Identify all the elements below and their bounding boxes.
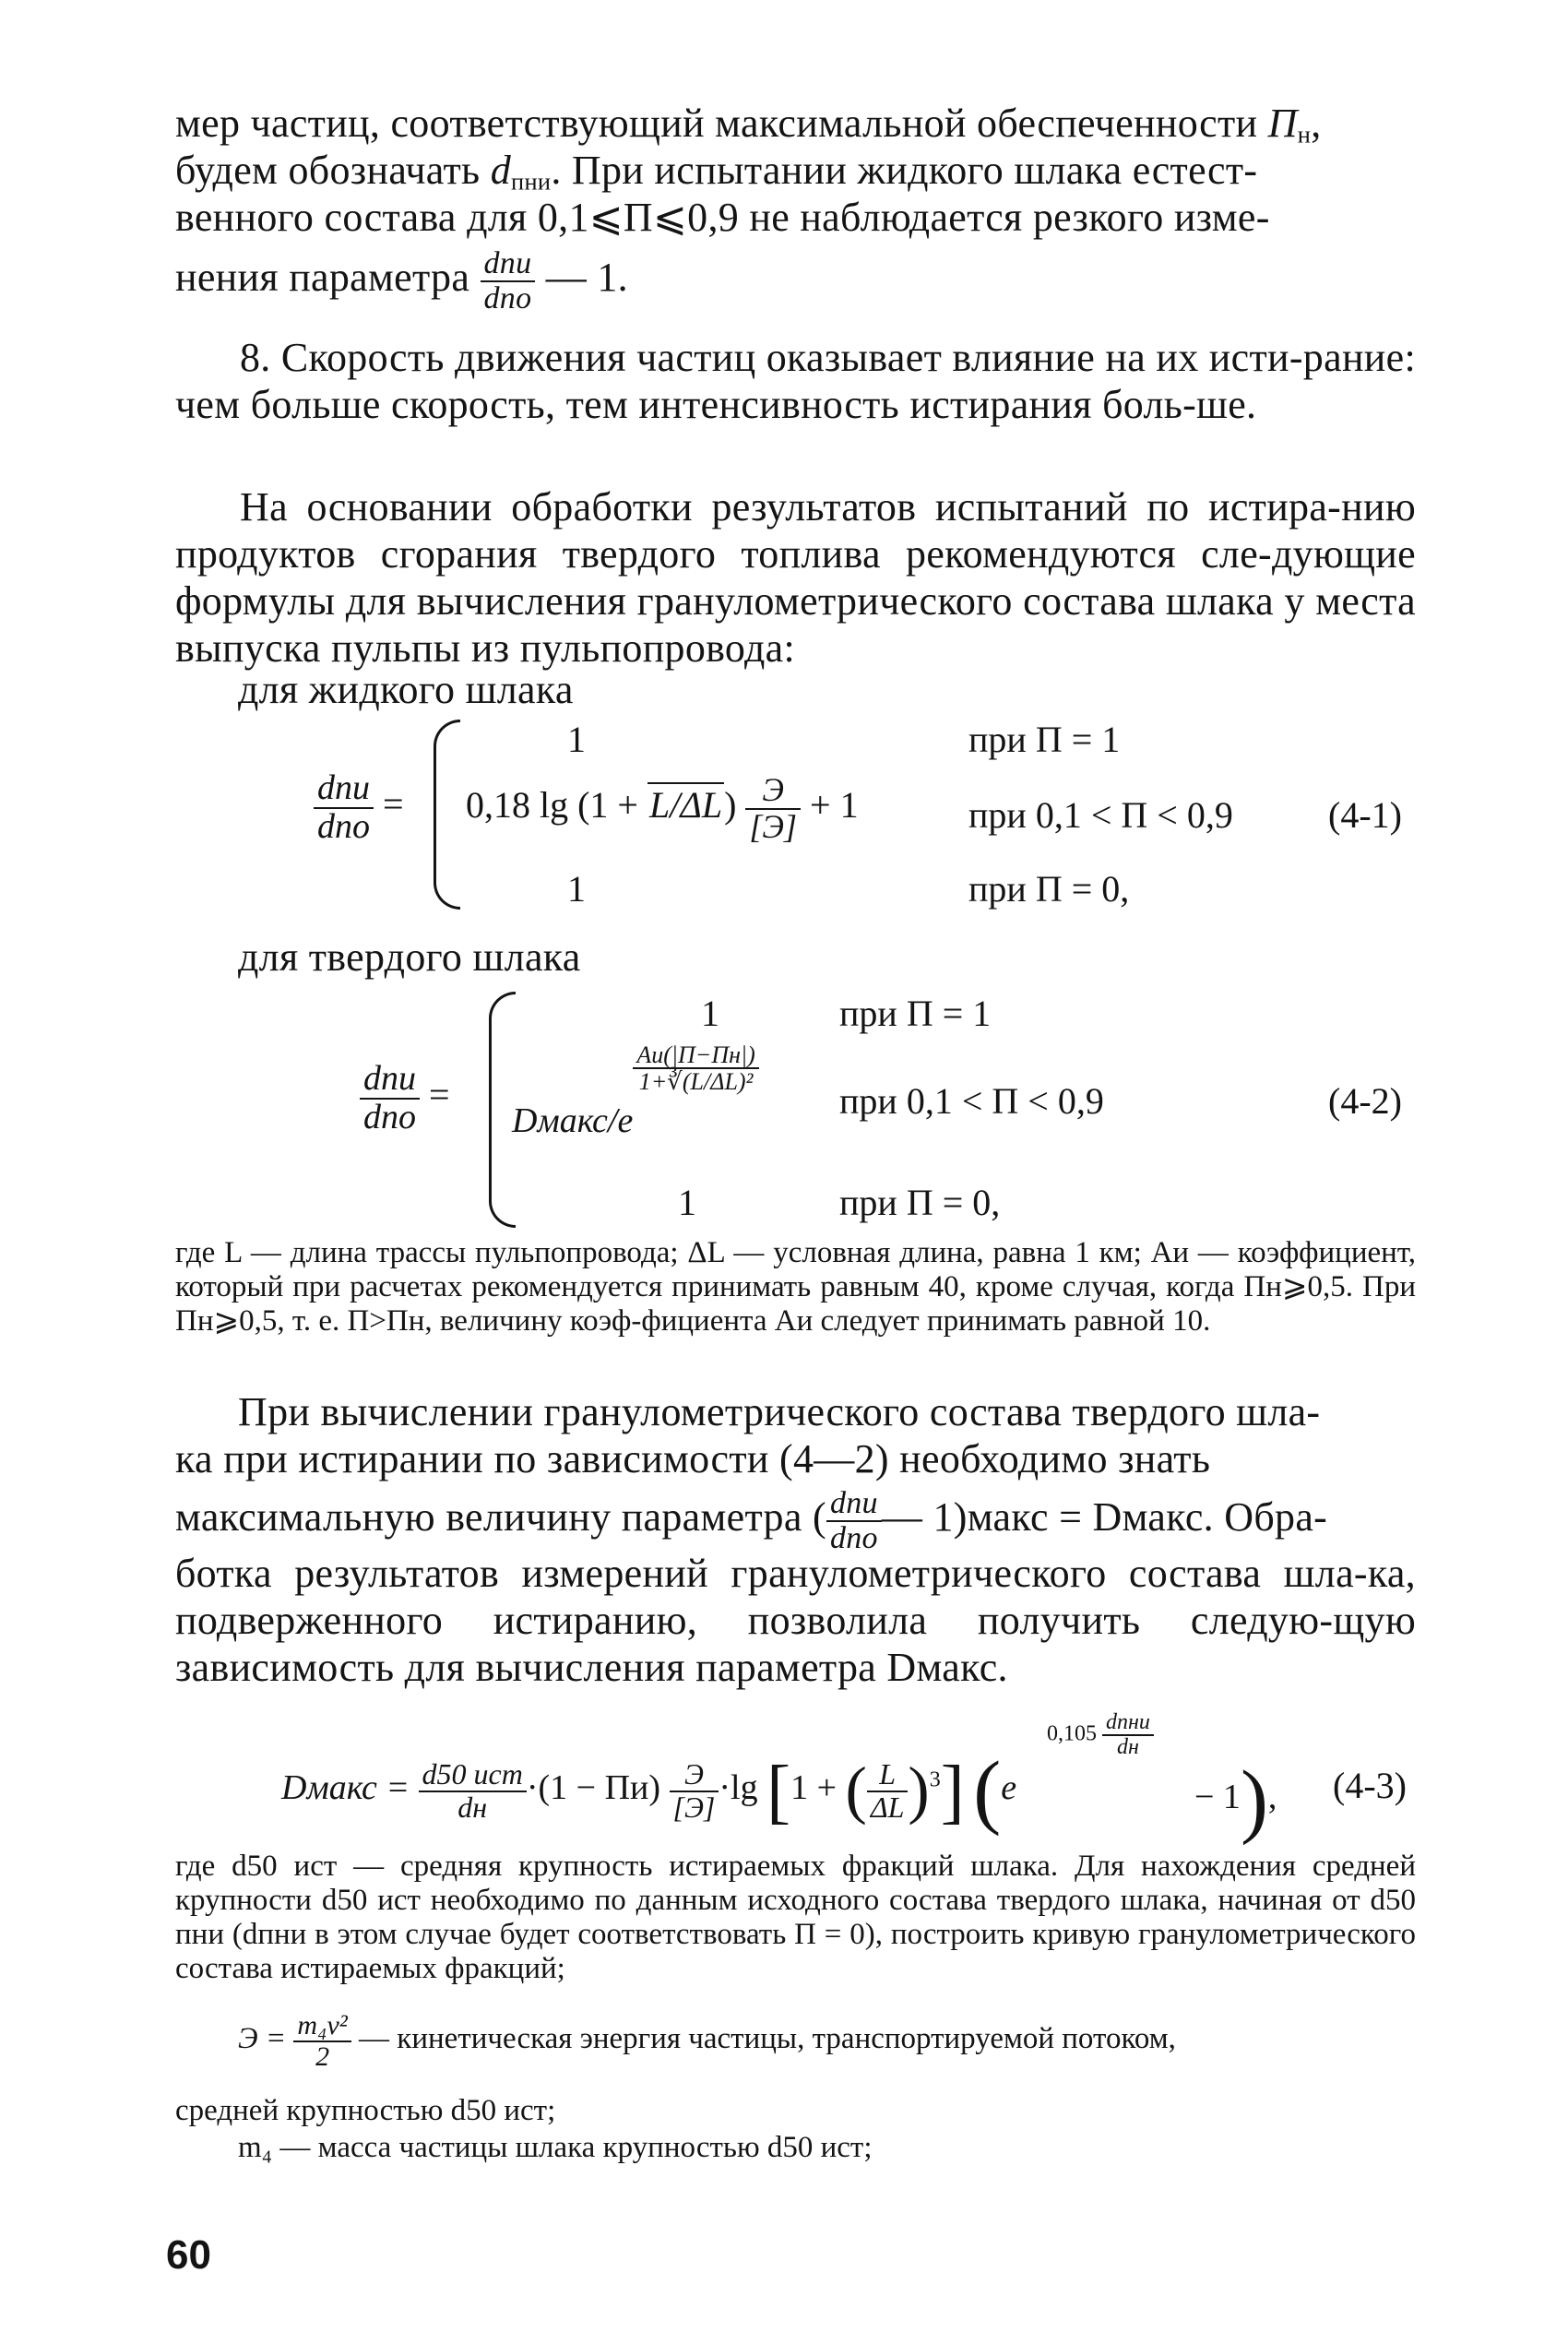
- p1-line3: венного состава для 0,1⩽П⩽0,9 не наблюдается резкого изме-: [175, 195, 1270, 240]
- book-page: мер частиц, соответствующий максимальной обеспеченности $П_н$, будем обозначать $d_{пни}$. При испытании жидкого шлака естест- венного состава для 0,1⩽П⩽0,9 не наблюдается резкого изме- нения параметра $\frac{\text{dпи}}{\text{dпо}}$ — 1. 8. Скорость движения частиц оказывает влияние на их исти-рание: чем больше скорость, тем интенсивность истирания боль-ше. На основании обработки результатов испытаний по истира-нию продуктов сгорания твердого топлива рекомендуются сле-дующие формулы для вычисления гранулометрического состава шлака у места выпуска пульпы из пульпопровода: для жидкого шлака $\frac{\text{dпи}}{\text{dпо}}$ = 1 при П = 1 0,18 lg (1 + L/ΔL) $\frac{Э}{[Э]}$ + 1 при 0,1 < П < 0,9 1 при П = 0, (4-1) для твердого шлака $\frac{\text{dпи}}{\text{dпо}}$ = 1 при П = 1 Dмакс/e $\frac{Aи(|П-Пн|)}{\text{1+∛(L/ΔL)²}}$ при 0,1 < П < 0,9 1 при П = 0, (4-2) где L — длина трассы пульпопровода; ΔL — условная длина, равна 1 км; Aи — коэффициент, который при расчетах рекомендуется принимать равным 40, кроме случая, когда Пн⩾0,5. При Пн⩾0,5, т. е. П>Пн, величину коэф-фициента Aи следует принимать равной 10. При вычислении гранулометрического состава твердого шла- ка при истирании по зависимости (4—2) необходимо знать максимальную величину параметра ( $\frac{\text{dпи}}{\text{dпо}}$ — 1)макс = Dмакс. Обра- ботка результатов измерений гранулометрического состава шла-ка, подверженного истиранию, позволила получить следую-щую зависимость для вычисления параметра Dмакс. Dмакс = $\frac{\text{d50 ист}}{dн}$ ·(1 − Пи) $\frac{Э}{[Э]}$ ·lg [1 + ( $\frac{L}{\Delta L}$ )$^3$] (e 0,105 $\frac{\text{dпни}}{dн}$ − 1), (4-3) где d50 ист — средняя крупность истираемых фракций шлака. Для нахождения средней крупности d50 ист необходимо по данным исходного состава твердого шлака, начиная от d50 пни (dпни в этом случае будет соответствовать П = 0), построить кривую гранулометрического состава истираемых фракций; Э = $\frac{\text{m₄v²}}{2}$ — кинетическая энергия частицы, транспортируемой потоком, средней крупностью d50 ист; m₄ — масса частицы шлака крупностью d50 ист; 60: [166, 101, 1416, 2278]
- liquid-slag-label: для жидкого шлака: [238, 667, 574, 712]
- page-number: 60: [166, 2232, 211, 2278]
- p4-line2: ка при истирании по зависимости (4—2) необходимо знать: [175, 1436, 1211, 1481]
- p1-line2: будем обозначать $d_{пни}$. При испытании жидкого шлака естест-: [175, 148, 1258, 196]
- p1-line1: мер частиц, соответствующий максимальной обеспеченности $П_н$,: [175, 101, 1322, 149]
- note-definitions-1: где L — длина трассы пульпопровода; ΔL — условная длина, равна 1 км; Aи — коэффициент, который при расчетах рекомендуется принимать равным 40, кроме случая, когда Пн⩾0,5. При Пн⩾0,5, т. е. П>Пн, величину коэф-фициента Aи следует принимать равной 10.: [175, 1236, 1416, 1338]
- p4-line3: максимальную величину параметра ( $\frac{\text{dпи}}{\text{dпо}}$ — 1)макс = Dмакс. Обра-: [175, 1486, 1328, 1555]
- p4-line1: При вычислении гранулометрического состава твердого шла-: [238, 1389, 1321, 1434]
- note-mass: m₄ — масса частицы шлака крупностью d50 ист;: [238, 2131, 873, 2164]
- left-brace: [434, 720, 460, 910]
- note-energy: Э = $\frac{\text{m₄v²}}{2}$ — кинетическая энергия частицы, транспортируемой потоком,: [238, 2010, 1176, 2072]
- paragraph-8: 8. Скорость движения частиц оказывает влияние на их исти-рание: чем больше скорость, тем интенсивность истирания боль-ше.: [175, 335, 1416, 427]
- note-energy-line2: средней крупностью d50 ист;: [175, 2094, 556, 2127]
- p1-line4: нения параметра $\frac{\text{dпи}}{\text{dпо}}$ — 1.: [175, 246, 628, 315]
- p4-rest: ботка результатов измерений гранулометрического состава шла-ка, подверженного истиранию, позволила получить следую-щую зависимость для вычисления параметра Dмакс.: [175, 1551, 1416, 1690]
- paragraph-intro-formulas: На основании обработки результатов испытаний по истира-нию продуктов сгорания твердого топлива рекомендуются сле-дующие формулы для вычисления гранулометрического состава шлака у места выпуска пульпы из пульпопровода:: [175, 484, 1416, 671]
- note-definitions-2: где d50 ист — средняя крупность истираемых фракций шлака. Для нахождения средней крупности d50 ист необходимо по данным исходного состава твердого шлака, начиная от d50 пни (dпни в этом случае будет соответствовать П = 0), построить кривую гранулометрического состава истираемых фракций;: [175, 1850, 1416, 1985]
- solid-slag-label: для твердого шлака: [238, 934, 581, 980]
